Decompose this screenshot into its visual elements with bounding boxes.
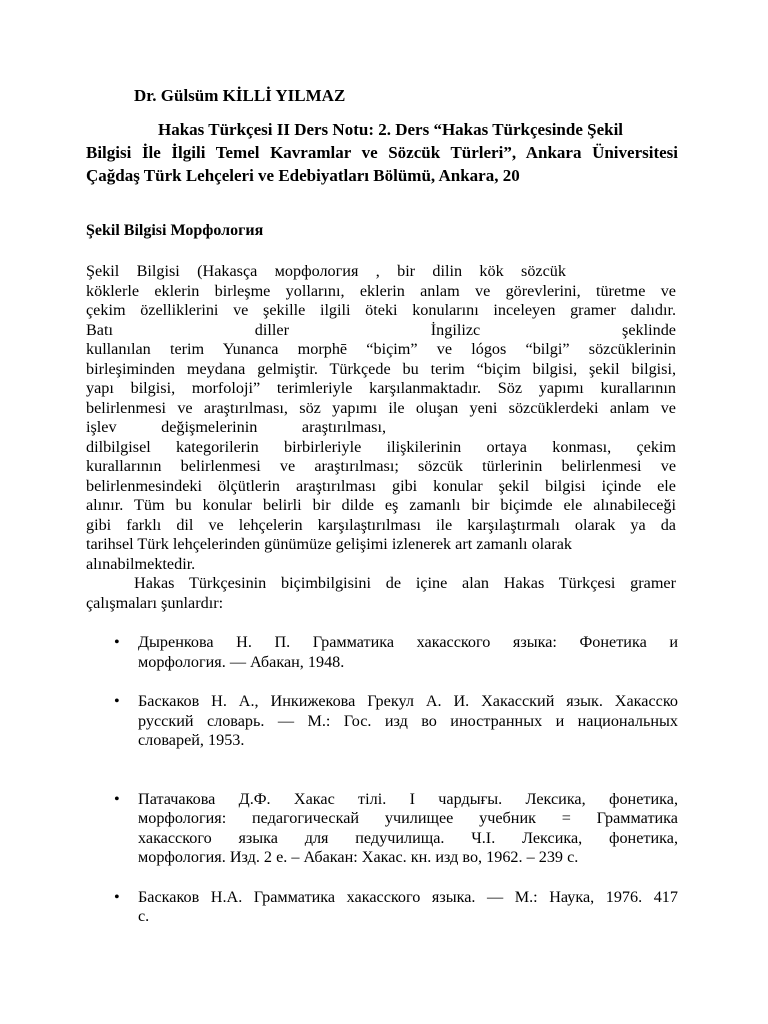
body-line: Hakas Türkçesinin biçimbilgisini de içine alan Hakas Türkçesi gramer bbox=[134, 574, 676, 592]
body-line: çalışmaları şunlardır: bbox=[86, 593, 224, 612]
reference-line: словарей, 1953. bbox=[138, 731, 245, 749]
body-line: Batı diller İngilizc şeklinde bbox=[86, 320, 676, 339]
title-line: Çağdaş Türk Lehçeleri ve Edebiyatları Bölümü, Ankara, 20 bbox=[86, 166, 520, 185]
list-item bbox=[86, 692, 678, 751]
body-line: belirlenmesi ve araştırılması, söz yapımı ile oluşan yeni sözcüklerdeki anlam ve bbox=[86, 398, 676, 417]
reference-line: Патачакова Д.Ф. Хакас тілі. І чардығы. Лексика, фонетика, bbox=[138, 789, 678, 808]
body-paragraph bbox=[86, 262, 676, 613]
body-line: Şekil Bilgisi (Hakasça морфология , bir dilin kök sözcük bbox=[86, 262, 566, 280]
body-line: alınabilmektedir. bbox=[86, 554, 196, 573]
bullet: • bbox=[114, 692, 120, 710]
reference-line: Дыренкова Н. П. Грамматика хакасского языка: Фонетика и bbox=[138, 633, 678, 651]
body-line: köklerle eklerin birleşme yollarını, eklerin anlam ve görevlerini, türetme ve bbox=[86, 281, 676, 300]
body-line: yapı bilgisi, morfoloji” terimleriyle karşılanmaktadır. Söz yapımı kurallarının bbox=[86, 379, 676, 397]
reference-line: морфология: педагогическай училищее учебник = Грамматика bbox=[138, 809, 678, 827]
list-item bbox=[86, 888, 678, 927]
reference-line: с. bbox=[138, 907, 150, 925]
body-line: kurallarının belirlenmesi ve araştırılması; sözcük türlerinin belirlenmesi ve bbox=[86, 457, 676, 475]
reference-line: хакасского языка для педучилища. Ч.І. Лексика, фонетика, bbox=[138, 828, 678, 847]
list-item bbox=[86, 633, 678, 672]
body-line: alınır. Tüm bu konular belirli bir dilde eş zamanlı bir biçimde ele alınabileceği bbox=[86, 496, 676, 514]
body-line: belirlenmesindeki ölçütlerin araştırılması gibi konular şekil bilgisi içinde ele bbox=[86, 476, 676, 495]
body-line: kullanılan terim Yunanca morphē “biçim” ve lógos “bilgi” sözcüklerinin bbox=[86, 340, 676, 358]
author-name: Dr. Gülsüm KİLLİ YILMAZ bbox=[134, 86, 346, 105]
section-heading: Şekil Bilgisi Морфология bbox=[86, 222, 264, 239]
body-line: çekim özelliklerini ve şekille ilgili öteki konularını inceleyen gramer dalıdır. bbox=[86, 301, 676, 319]
title-line: Hakas Türkçesi II Ders Notu: 2. Ders “Hakas Türkçesinde Şekil bbox=[158, 120, 624, 139]
reference-line: Баскаков Н. А., Инкижекова Грекул А. И. Хакасский язык. Хакасско bbox=[138, 692, 678, 710]
body-line: gibi farklı dil ve lehçelerin karşılaştırılması ile karşılaştırmalı olarak ya da bbox=[86, 515, 676, 534]
reference-line: морфология. — Абакан, 1948. bbox=[138, 652, 345, 671]
body-line: birleşiminden meydana gelmiştir. Türkçede bu terim “biçim bilgisi, şekil bilgisi, bbox=[86, 359, 676, 378]
body-line: tarihsel Türk lehçelerinden günümüze gelişimi izlenerek art zamanlı olarak bbox=[86, 535, 573, 553]
reference-list bbox=[86, 633, 678, 927]
bullet: • bbox=[114, 633, 120, 651]
document-title bbox=[86, 118, 678, 187]
bullet: • bbox=[114, 887, 120, 906]
reference-line: Баскаков Н.А. Грамматика хакасского языка. — М.: Наука, 1976. 417 bbox=[138, 887, 678, 906]
reference-line: русский словарь. — М.: Гос. изд во иностранных и национальных bbox=[138, 711, 678, 730]
bullet: • bbox=[114, 789, 120, 808]
list-item bbox=[86, 790, 678, 868]
body-line: dilbilgisel kategorilerin birbirleriyle ilişkilerinin ortaya konması, çekim bbox=[86, 437, 676, 456]
title-line: Bilgisi İle İlgili Temel Kavramlar ve Sözcük Türleri”, Ankara Üniversitesi bbox=[86, 143, 678, 162]
reference-line: морфология. Изд. 2 е. – Абакан: Хакас. кн. изд во, 1962. – 239 с. bbox=[138, 848, 579, 866]
body-line: işlev değişmelerinin araştırılması, bbox=[86, 418, 386, 436]
